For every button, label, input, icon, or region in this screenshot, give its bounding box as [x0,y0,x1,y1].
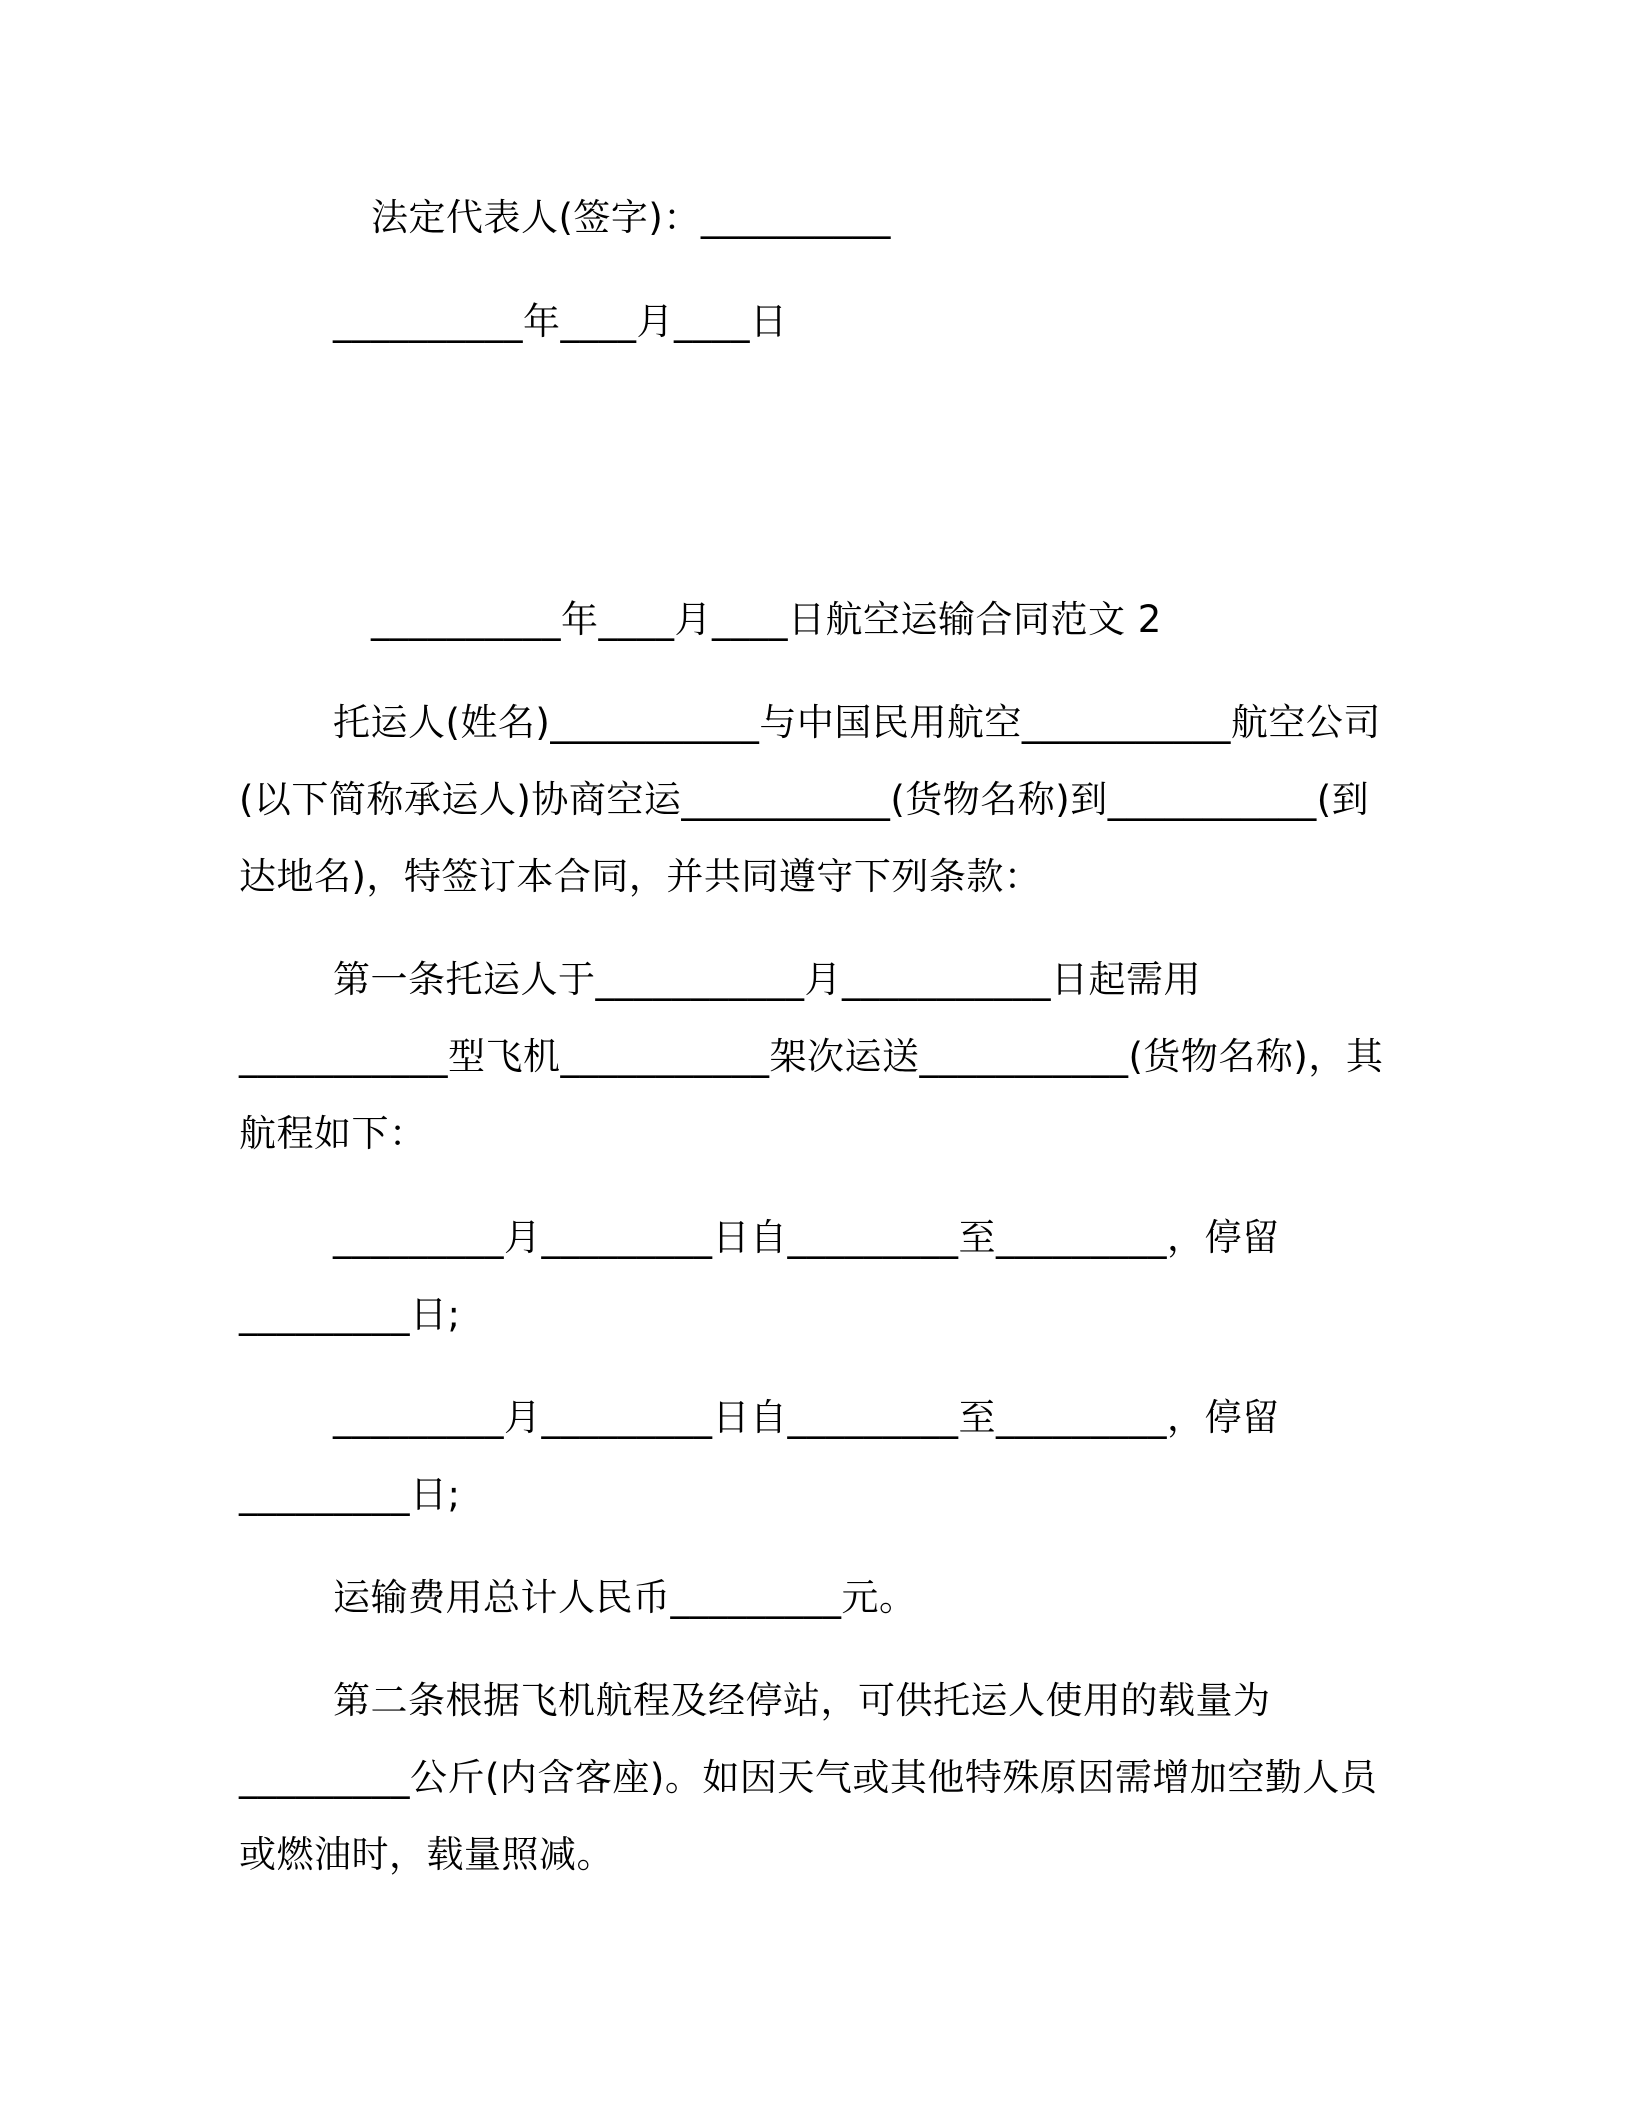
intro-line-2: (以下简称承运人)协商空运___________(货物名称)到___________(到 [239,778,1370,821]
transport-fee-line: 运输费用总计人民币_________元。 [333,1576,917,1619]
article-2-line-1: 第二条根据飞机航程及经停站，可供托运人使用的载量为 [333,1679,1271,1722]
intro-line-1: 托运人(姓名)___________与中国民用航空___________航空公司 [333,701,1381,744]
route-2-line-2: _________日; [239,1473,461,1516]
route-1-line-1: _________月_________日自_________至_________，停留 [333,1216,1280,1259]
route-2-line-1: _________月_________日自_________至_________，停留 [333,1396,1280,1439]
article-2-line-3: 或燃油时，载量照减。 [239,1833,614,1876]
contract-title: __________年____月____日航空运输合同范文 2 [371,598,1162,641]
article-2-line-2: _________公斤(内含客座)。如因天气或其他特殊原因需增加空勤人员 [239,1756,1378,1799]
route-1-line-2: _________日; [239,1293,461,1336]
article-1-line-1: 第一条托运人于___________月___________日起需用 [333,958,1201,1001]
signature-date-line: __________年____月____日 [333,300,788,343]
intro-line-3: 达地名)，特签订本合同，并共同遵守下列条款： [239,855,1042,898]
article-1-line-2: ___________型飞机___________架次运送___________(货物名称)，其 [239,1035,1384,1078]
legal-representative-signature-line: 法定代表人(签字)：__________ [371,196,891,239]
article-1-line-3: 航程如下： [239,1112,427,1155]
